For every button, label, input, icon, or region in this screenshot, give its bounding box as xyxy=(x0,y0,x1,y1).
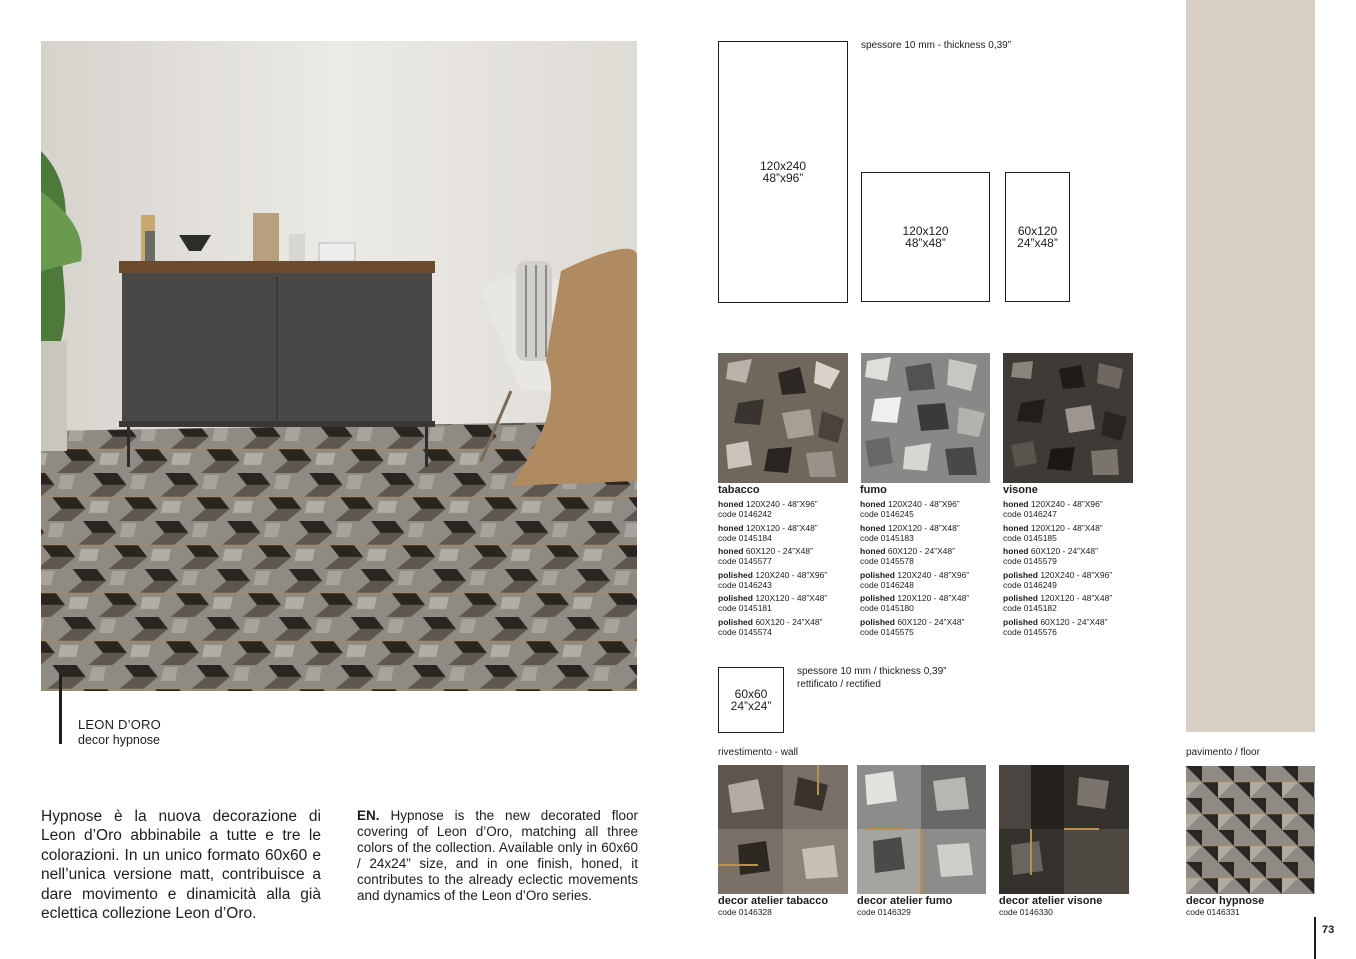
spec-item: polished 60X120 - 24”X48” code 0145575 xyxy=(860,616,965,637)
color-column-fumo xyxy=(860,484,995,641)
decor-atelier-fumo-swatch xyxy=(857,765,986,894)
spec-item: honed 60X120 - 24”X48” code 0145579 xyxy=(1003,546,1098,567)
color-name: fumo xyxy=(860,484,887,496)
color-column-visone xyxy=(1003,484,1138,641)
spec-item: honed 60X120 - 24”X48” code 0145578 xyxy=(860,546,955,567)
swatch-fumo xyxy=(861,353,990,483)
format-box-120x240 xyxy=(718,41,848,303)
spec-item: polished 120X240 - 48”X96” code 0146248 xyxy=(860,569,970,590)
format-imperial: 48”x96” xyxy=(762,171,804,185)
spec-item: polished 60X120 - 24”X48” code 0145574 xyxy=(718,616,823,637)
spec-item: polished 60X120 - 24”X48” code 0145576 xyxy=(1003,616,1108,637)
decor-thickness-note: spessore 10 mm / thickness 0,39” rettificato / rectified xyxy=(797,666,947,690)
page-number: 73 xyxy=(1322,924,1335,936)
swatch-visone xyxy=(1003,353,1133,483)
en-body: Hypnose is the new decorated floor covering of Leon d’Oro, matching all three colors of the collection. Available only in 60x60 / 24x24” size, and in one finish, honed, it contributes to the already eclectic movements and dynamics of the Leon d’Oro series. xyxy=(357,808,638,903)
spec-item: polished 120X120 - 48”X48” code 0145180 xyxy=(860,593,970,614)
description-italian: Hypnose è la nuova decorazione di Leon d’Oro abbinabile a tutte e tre le colorazioni. In un unico formato 60x60 e nell’unica versione matt, contribuisce a dare movimento e dinamicità alla già eclettica collezione Leon d’Oro. xyxy=(41,808,321,923)
format-metric: 60x120 xyxy=(1017,223,1058,238)
decor-caption: decor atelier tabacco code 0146328 xyxy=(718,895,829,917)
collection-subtitle: decor hypnose xyxy=(78,733,161,747)
page-number-rule xyxy=(1314,917,1316,959)
caption-rule xyxy=(59,674,62,744)
color-name: tabacco xyxy=(718,484,760,496)
spec-item: honed 120X120 - 48”X48” code 0145185 xyxy=(1003,522,1103,543)
format-box-120x120 xyxy=(861,172,990,302)
interior-photo xyxy=(41,41,637,691)
description-english xyxy=(357,808,638,904)
terrazzo-texture xyxy=(861,353,990,483)
spec-list xyxy=(860,499,995,637)
atelier-texture xyxy=(718,765,848,894)
spec-item: honed 120X120 - 48”X48” code 0145184 xyxy=(718,522,818,543)
terrazzo-texture xyxy=(1003,353,1133,483)
spec-item: polished 120X120 - 48”X48” code 0145182 xyxy=(1003,593,1113,614)
spec-item: honed 60X120 - 24”X48” code 0145577 xyxy=(718,546,813,567)
thickness-note: spessore 10 mm - thickness 0,39” xyxy=(861,40,1012,51)
spec-item: honed 120X240 - 48”X96” code 0146242 xyxy=(718,499,818,519)
decor-atelier-tabacco-swatch xyxy=(718,765,848,894)
spec-item: honed 120X120 - 48”X48” code 0145183 xyxy=(860,522,960,543)
floor-label: pavimento / floor xyxy=(1186,747,1260,758)
format-box-60x120 xyxy=(1005,172,1070,302)
wall-label: rivestimento - wall xyxy=(718,747,799,758)
format-imperial: 48”x48” xyxy=(905,236,946,250)
atelier-texture xyxy=(857,765,986,894)
atelier-texture xyxy=(999,765,1129,894)
decor-hypnose-swatch xyxy=(1186,766,1315,894)
spec-list xyxy=(718,499,853,637)
decor-caption: decor atelier fumo code 0146329 xyxy=(857,895,953,917)
format-metric: 60x60 xyxy=(734,686,768,701)
spec-item: polished 120X240 - 48”X96” code 0146243 xyxy=(718,569,828,590)
spec-item: honed 120X240 - 48”X96” code 0146245 xyxy=(860,499,960,519)
format-box-60x60 xyxy=(718,667,784,733)
interior-illustration xyxy=(41,41,637,691)
spec-item: polished 120X240 - 48”X96” code 0146249 xyxy=(1003,569,1113,590)
beige-band xyxy=(1186,0,1315,732)
color-name: visone xyxy=(1003,484,1038,496)
format-imperial: 24”x24” xyxy=(730,699,772,713)
en-label: EN. xyxy=(357,808,380,823)
spec-item: polished 120X120 - 48”X48” code 0145181 xyxy=(718,593,828,614)
format-metric: 120x120 xyxy=(902,223,949,238)
decor-caption: decor hypnose code 0146331 xyxy=(1186,895,1265,917)
spec-list xyxy=(1003,499,1138,637)
terrazzo-texture xyxy=(718,353,848,483)
spec-item: honed 120X240 - 48”X96” code 0146247 xyxy=(1003,499,1103,519)
collection-title: LEON D’ORO xyxy=(78,717,161,732)
format-metric: 120x240 xyxy=(759,158,807,173)
format-imperial: 24”x48” xyxy=(1017,236,1058,250)
decor-caption: decor atelier visone code 0146330 xyxy=(999,895,1103,917)
swatch-tabacco xyxy=(718,353,848,483)
decor-atelier-visone-swatch xyxy=(999,765,1129,894)
hypnose-texture xyxy=(1186,766,1315,894)
color-column-tabacco xyxy=(718,484,853,641)
